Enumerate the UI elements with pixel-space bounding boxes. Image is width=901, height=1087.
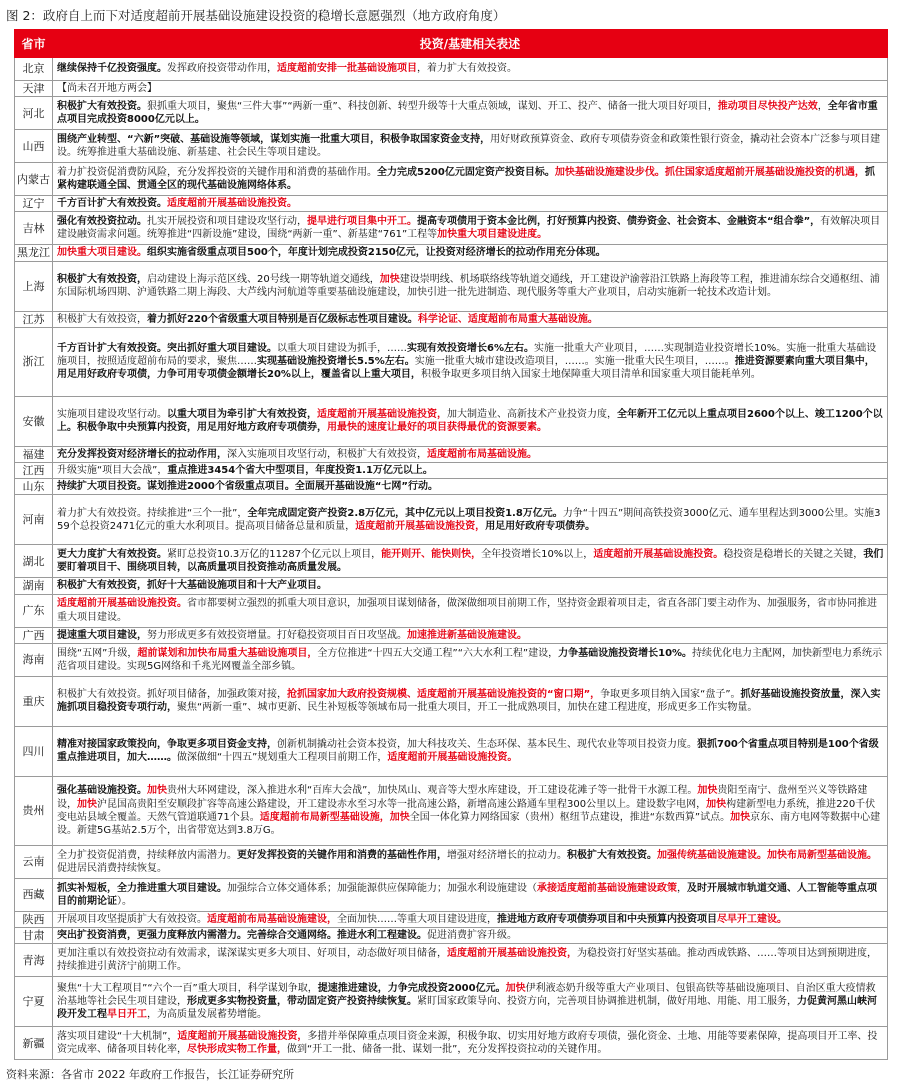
bold-text: 重点推进3454个省大中型项目，年度投资1.1万亿元以上。 <box>167 465 433 477</box>
statement-text: 稳投资是稳增长的关键之关键， <box>723 549 864 561</box>
highlight-red-text: 适度超前布局基础设施。 <box>427 448 537 460</box>
source-note: 资料来源：各省市 2022 年政府工作报告，长江证券研究所 <box>6 1068 294 1081</box>
table-row <box>15 396 888 446</box>
statement-cell <box>53 878 888 911</box>
highlight-red-text: 加快 <box>730 811 751 823</box>
statement-text: 围绕“五网”升级， <box>57 647 138 659</box>
statement-cell <box>53 479 888 495</box>
statement-cell <box>53 311 888 327</box>
table-row <box>15 245 888 261</box>
table-row <box>15 676 888 726</box>
statement-text: 以重大项目建设为抓手，…… <box>277 343 407 354</box>
table-row <box>15 911 888 927</box>
bold-text: 着力抓好220个省级重大项目特别是百亿级标志性项目建设。 <box>147 313 418 325</box>
table-row <box>15 578 888 594</box>
statement-text: 用好财政预算资金、政府专项债券资金和政策性银行资金，撬动社会资本广泛参与项目建设。统筹推进重大基础设施、新基建、社会民生等项目建设。 <box>57 134 881 159</box>
statement-text: 有效解决项目建设融资需求问题。统筹推进“四新设施”建设，围绕“两新一重”、新基建“761”工程等 <box>57 216 881 241</box>
table-row <box>15 463 888 479</box>
statement-cell <box>53 327 888 396</box>
statement-cell <box>53 627 888 643</box>
province-cell: 广西 <box>15 627 53 643</box>
province-cell: 青海 <box>15 944 53 977</box>
statement-cell <box>53 261 888 311</box>
statement-text: 实施项目建设攻坚行动。 <box>57 409 167 421</box>
statement-cell <box>53 545 888 578</box>
statement-text: ， <box>817 101 828 112</box>
highlight-red-text: 用最快的速度让最好的项目获得最优的资源要素。 <box>327 422 547 434</box>
statement-text: ）。 <box>117 895 132 907</box>
highlight-red-text: 适度超前开展基础设施投资， <box>317 409 447 421</box>
province-cell: 浙江 <box>15 327 53 396</box>
statement-text: 做到“开工一批、储备一批、谋划一批”，充分发挥投资拉动的关键作用。 <box>287 1044 608 1056</box>
statement-text: 做深做细“十四五”规划重大工程项目前期工作， <box>177 752 388 764</box>
province-cell: 重庆 <box>15 676 53 726</box>
statement-text: 着力扩投资促消费防风险，充分发挥投资的关键作用和消费的基础作用。 <box>57 167 377 178</box>
highlight-red-text: 适度超前开展基础设施投资。 <box>167 198 297 210</box>
statement-text: 更加注重以有效投资拉动有效需求，谋深谋实更多大项目、好项目，动态做好项目储备， <box>57 948 447 960</box>
highlight-red-text: 能开则开、能快则快， <box>381 549 482 561</box>
statement-text: 全力扩投资促消费，持续释放内需潜力。 <box>57 849 237 861</box>
header-province: 省市 <box>15 30 53 58</box>
province-cell: 江西 <box>15 463 53 479</box>
statement-text: 实施一批重大产业项目，……实现制造业投资增长10%。实施一批重大基础设施项目，按照适度超前布局的要求，聚焦…… <box>57 343 877 368</box>
statement-text: 扎实开展投资和项目建设攻坚行动， <box>147 216 307 228</box>
bold-text: 我们要盯着项目干、围绕项目转，以高质量项目投资推动高质量发展。 <box>57 549 884 574</box>
province-cell: 福建 <box>15 446 53 462</box>
bold-text: 用足用好政府专项债券。 <box>485 520 596 532</box>
statement-cell <box>53 676 888 726</box>
statement-text: 全方位推进“十四五大交通工程”“六大水利工程”建设， <box>317 647 559 659</box>
bold-text: 充分发挥投资对经济增长的拉动作用， <box>57 448 227 460</box>
bold-text: 突出扩投资消费，更强力度释放内需潜力。完善综合交通网络。推进水利工程建设。 <box>57 930 427 942</box>
bold-text: 千方百计扩大有效投资。 <box>57 198 167 210</box>
bold-text: 推进地方政府专项债券项目和中央预算内投资项目 <box>497 913 717 925</box>
province-cell: 海南 <box>15 643 53 676</box>
highlight-red-text: 适度超前开展基础设施投资， <box>177 1031 308 1043</box>
highlight-red-text: 抢抓国家加大政府投资规模、适度超前开展基础设施投资的“窗口期”， <box>287 689 601 701</box>
highlight-red-text: 加速推进新基础设施建设。 <box>407 629 527 641</box>
province-cell: 内蒙古 <box>15 163 53 196</box>
statement-text: 全国一体化算力网络国家（贵州）枢纽节点建设，推进“东数西算”试点。 <box>409 811 731 823</box>
statement-text: 力争“十四五”期间高铁投资3000亿元、通车里程达到3000公里。实施359个总投资2471亿元的重大水利项目。提高项目储备总量和质量， <box>57 507 881 532</box>
highlight-red-text: 加快 <box>77 798 97 810</box>
statement-text: 持续优化电力主配网，加快新型电力系统示范省项目建设。实现5G网络和千兆光网覆盖全部乡镇。 <box>57 647 883 672</box>
province-cell: 湖南 <box>15 578 53 594</box>
highlight-red-text: 推动项目尽快投产达效 <box>717 101 818 112</box>
province-cell: 贵州 <box>15 776 53 845</box>
table-row <box>15 130 888 163</box>
province-cell: 北京 <box>15 58 53 81</box>
bold-text: 全年新开工亿元以上重点项目2600个以上、竣工1200个以上。积极争取中央预算内投资，用足用好地方政府专项债券， <box>57 409 883 434</box>
statement-cell <box>53 594 888 627</box>
table-body <box>15 58 888 1060</box>
statement-text: 省市都要树立强烈的抓重大项目意识，加强项目谋划储备，做深做细项目前期工作，坚持资金跟着项目走，省直各部门要主动作为、加强服务，省市协同推进重大项目建设。 <box>57 598 877 623</box>
table-row <box>15 643 888 676</box>
highlight-red-text: 适度超前开展基础设施投资。 <box>593 549 724 561</box>
bold-text: 更好发挥投资的关键作用和消费的基础性作用， <box>237 849 447 861</box>
province-cell: 吉林 <box>15 212 53 245</box>
bold-text: 抓实补短板，全力推进重大项目建设。 <box>57 882 227 894</box>
highlight-red-text: 适度超前开展基础设施投资， <box>447 948 577 960</box>
statement-cell <box>53 643 888 676</box>
header-statement: 投资/基建相关表述 <box>53 30 888 58</box>
statement-cell <box>53 495 888 545</box>
table-row <box>15 545 888 578</box>
province-cell: 上海 <box>15 261 53 311</box>
province-cell: 湖北 <box>15 545 53 578</box>
highlight-red-text: 科学论证、适度超前布局重大基础设施。 <box>417 313 598 325</box>
table-row <box>15 196 888 212</box>
bold-text: 力争基础设施投资增长10%。 <box>558 647 693 659</box>
province-cell: 江苏 <box>15 311 53 327</box>
statement-text: 聚焦“两新一重”、城市更新、民生补短板等领域布局一批重大项目，开工一批成熟项目，加快在建工程进度，形成更多工作实物量。 <box>177 702 758 714</box>
highlight-red-text: 加快重大项目建设进度。 <box>437 229 548 241</box>
statement-cell <box>53 977 888 1027</box>
statement-text: 全年投资增长10%以上， <box>481 549 594 561</box>
bold-text: 积极扩大有效投资。 <box>57 101 147 112</box>
bold-text: 继续保持千亿投资强度。 <box>57 63 167 75</box>
province-cell: 黑龙江 <box>15 245 53 261</box>
investment-table-container <box>14 29 888 1060</box>
statement-text: 落实项目建设“十大机制”， <box>57 1031 178 1043</box>
highlight-red-text: 尽早开工建设。 <box>717 913 787 925</box>
province-cell: 山西 <box>15 130 53 163</box>
statement-cell <box>53 944 888 977</box>
statement-text: 紧盯总投资10.3万亿的11287个亿元以上项目， <box>167 549 382 561</box>
province-cell: 甘肃 <box>15 928 53 944</box>
statement-text: 贵阳至南宁、盘州至兴义等铁路建设， <box>57 785 868 810</box>
statement-cell <box>53 245 888 261</box>
statement-text: 着力扩大有效投资。持续推进“三个一批”， <box>57 507 248 519</box>
highlight-red-text: 加快基础设施建设步伐。抓住国家适度超前开展基础设施投资的机遇， <box>554 167 865 178</box>
bold-text: 以重大项目为牵引扩大有效投资， <box>167 409 317 421</box>
bold-text: 更大力度扩大有效投资。 <box>57 549 167 561</box>
statement-cell <box>53 776 888 845</box>
table-row <box>15 311 888 327</box>
statement-text: 聚焦“十大工程项目”“六个一百”重大项目，科学谋划争取， <box>57 982 318 994</box>
highlight-red-text: 加快重大项目建设。 <box>57 247 147 259</box>
statement-cell <box>53 81 888 97</box>
statement-text: 促进居民消费持续恢复。 <box>57 862 167 874</box>
statement-cell <box>53 911 888 927</box>
statement-text: 实施一批重大城市建设改造项目，……。实施一批重大民生项目，……。 <box>414 356 735 368</box>
statement-text: 为稳投资打好坚实基础。推动西成铁路、……等项目达到预期进度，持续推进引黄济宁前期工作。 <box>57 948 877 973</box>
table-row <box>15 977 888 1027</box>
highlight-red-text: 加快 <box>147 785 167 797</box>
statement-cell <box>53 196 888 212</box>
bold-text: 精准对接国家政策投向，争取更多项目资金支持， <box>57 739 277 751</box>
statement-cell <box>53 396 888 446</box>
statement-text: 促进消费扩容升级。 <box>427 930 517 942</box>
province-cell: 云南 <box>15 845 53 878</box>
highlight-red-text: 尽快形成实物工作量， <box>187 1044 287 1056</box>
table-header-row <box>15 30 888 58</box>
highlight-red-text: 加快 <box>389 811 410 823</box>
statement-text: 多措并举保障重点项目资金来源，积极争取、切实用好地方政府专项债，强化资金、土地、用能等要素保障，提高项目开工率、投资完成率、储备项目转化率， <box>57 1031 878 1056</box>
bold-text: 力促黄河黑山峡河段开发工程 <box>57 996 877 1021</box>
province-cell: 河南 <box>15 495 53 545</box>
statement-cell <box>53 130 888 163</box>
bold-text: 形成更多实物投资量，带动固定资产投资持续恢复。 <box>187 996 417 1008</box>
table-row <box>15 495 888 545</box>
investment-table <box>14 29 888 1060</box>
bold-text: 及时开展城市轨道交通、人工智能等重点项目的前期论证 <box>57 882 877 907</box>
statement-text: 增强对经济增长的拉动力。 <box>447 849 567 861</box>
table-row <box>15 212 888 245</box>
bold-text: 积极扩大有效投资，抓好十大基础设施项目和十大产业项目。 <box>57 580 327 592</box>
table-row <box>15 627 888 643</box>
bold-text: 实现有效投资增长6%左右。 <box>407 343 534 354</box>
highlight-red-text: 加强传统基础设施建设。加快布局新型基础设施。 <box>657 849 877 861</box>
statement-text: 紧盯国家政策导向、投资方向，完善项目协调推进机制，做好用地、用能、用工服务， <box>417 996 797 1008</box>
highlight-red-text: 承接适度超前基础设施建设政策 <box>537 882 677 894</box>
statement-text: 【尚未召开地方两会】 <box>57 83 157 94</box>
bold-text: 强化基础设施投资。 <box>57 785 147 797</box>
province-cell: 山东 <box>15 479 53 495</box>
province-cell: 安徽 <box>15 396 53 446</box>
bold-text: 积极扩大有效投资， <box>57 273 147 285</box>
province-cell: 河北 <box>15 97 53 130</box>
highlight-red-text: 适度超前开展基础设施投资。 <box>57 598 187 610</box>
highlight-red-text: 适度超前开展基础设施投资。 <box>387 752 518 764</box>
highlight-red-text: 加快 <box>706 798 727 810</box>
bold-text: 围绕产业转型、“六新”突破、基础设施等领域，谋划实施一批重大项目，积极争取国家资金支持， <box>57 134 491 145</box>
statement-cell <box>53 928 888 944</box>
province-cell: 四川 <box>15 726 53 776</box>
statement-cell <box>53 845 888 878</box>
statement-text: 建设崇明线、机场联络线等轨道交通线，开工建设沪渝蓉沿江铁路上海段等工程，推进浦东综合交通枢纽、浦东国际机场四期、沪通铁路二期上海段、大芦线内河航道等重要基础设施建设，加快引进一批先进制造、现代服务等重大产业项目，启动实施新一轮技术改造计划。 <box>57 273 880 299</box>
statement-cell <box>53 446 888 462</box>
statement-text: 深入实施项目攻坚行动，积极扩大有效投资， <box>227 448 427 460</box>
statement-text: 加强综合立体交通体系；加强能源供应保障能力；加强水利设施建设（ <box>227 882 537 894</box>
highlight-red-text: 加快 <box>379 273 400 285</box>
bold-text: 狠抓700个省重点项目特别是100个省级重点推进项目，加大……。 <box>57 739 879 764</box>
highlight-red-text: 适度超前布局新型基础设施， <box>259 811 390 823</box>
statement-text: 创新机制撬动社会资本投资，加大科技攻关、生态环保、基本民生、现代农业等项目投资力度。 <box>277 739 697 751</box>
statement-text: 开展项目攻坚提质扩大有效投资。 <box>57 913 207 925</box>
statement-text: 伊利液态奶升级等重大产业项目、包银高铁等基础设施项目、自治区重大疫情救治基地等社会民生项目建设， <box>57 982 876 1008</box>
statement-text: 启动建设上海示范区线、20号线一期等轨道交通线， <box>147 273 380 285</box>
table-row <box>15 97 888 130</box>
table-row <box>15 163 888 196</box>
statement-cell <box>53 1027 888 1060</box>
highlight-red-text: 超前谋划和加快布局重大基础设施项目， <box>137 647 318 659</box>
highlight-red-text: 适度超前安排一批基础设施项目 <box>277 63 417 75</box>
bold-text: 持续扩大项目投资。谋划推进2000个省级重点项目。全面展开基础设施“七网”行动。 <box>57 481 438 493</box>
statement-text: 全面加快……等重大项目建设进度， <box>337 913 497 925</box>
province-cell: 西藏 <box>15 878 53 911</box>
table-row <box>15 261 888 311</box>
statement-text: 京东、南方电网等数据中心建设。新建5G基站2.5万个，出省带宽达到3.8万G。 <box>57 811 881 837</box>
table-row <box>15 928 888 944</box>
statement-text: 发挥政府投资带动作用， <box>167 63 277 75</box>
highlight-red-text: 适度超前布局基础设施建设， <box>207 913 337 925</box>
statement-text: 贵州大环网建设，深入推进水利“百库大会战”，加快凤山、观音等大型水库建设，开工建设花滩子等一批骨干水源工程。 <box>167 785 698 797</box>
table-row <box>15 479 888 495</box>
statement-text: 沪昆国高贵阳至安顺段扩容等高速公路建设，开工建设赤水至习水等一批高速公路，新增高速公路通车里程300公里以上。建设数字电网， <box>97 798 707 810</box>
statement-cell <box>53 578 888 594</box>
table-row <box>15 81 888 97</box>
highlight-red-text: 加快 <box>697 785 718 797</box>
statement-text: 升级实施“项目大会战”， <box>57 465 168 477</box>
statement-cell <box>53 463 888 479</box>
statement-cell <box>53 726 888 776</box>
bold-text: 全力完成5200亿元固定资产投资目标。 <box>377 167 555 178</box>
table-row <box>15 944 888 977</box>
bold-text: 提高专项债用于资本金比例，打好预算内投资、债券资金、社会资本、金融资本“组合拳”， <box>417 216 821 228</box>
highlight-red-text: 早日开工 <box>107 1009 147 1021</box>
highlight-red-text: 适度超前开展基础设施投资， <box>355 520 486 532</box>
table-row <box>15 1027 888 1060</box>
bold-text: 千方百计扩大有效投资。突出抓好重大项目建设。 <box>57 343 277 354</box>
bold-text: 提速推进建设，力争完成投资2000亿元。 <box>317 982 506 994</box>
statement-cell <box>53 58 888 81</box>
table-row <box>15 878 888 911</box>
table-row <box>15 58 888 81</box>
table-row <box>15 776 888 845</box>
bold-text: 推进资源要素向重大项目集中，用足用好政府专项债，力争可用专项债金额增长20%以上，覆盖省以上重大项目， <box>57 356 875 381</box>
statement-text: 努力形成更多有效投资增量。打好稳投资项目百日攻坚战。 <box>147 629 407 641</box>
bold-text: 抓好基础设施投资放量，深入实施抓项目稳投资专项行动， <box>57 689 881 714</box>
bold-text: 全年省市重点项目完成投资8000亿元以上。 <box>57 101 878 126</box>
statement-text: ，着力扩大有效投资。 <box>417 63 517 75</box>
table-row <box>15 726 888 776</box>
bold-text: 强化有效投资拉动。 <box>57 216 147 228</box>
table-row <box>15 594 888 627</box>
bold-text: 提速重大项目建设， <box>57 629 147 641</box>
statement-text: 争取更多项目纳入国家“盘子”。 <box>600 689 741 701</box>
statement-text: 积极争取更多项目纳入国家土地保障重大项目清单和国家重大项目能耗单列。 <box>420 369 761 381</box>
statement-text: ， <box>677 882 687 894</box>
bold-text: 组织实施省级重点项目500个，年度计划完成投资2150亿元，让投资对经济增长的拉动作用充分体现。 <box>147 247 606 259</box>
province-cell: 广东 <box>15 594 53 627</box>
province-cell: 新疆 <box>15 1027 53 1060</box>
statement-text: 积极扩大有效投资。抓好项目储备，加强政策对接， <box>57 689 287 701</box>
highlight-red-text: 提早进行项目集中开工。 <box>307 216 417 228</box>
statement-cell <box>53 163 888 196</box>
statement-cell <box>53 212 888 245</box>
province-cell: 天津 <box>15 81 53 97</box>
statement-cell <box>53 97 888 130</box>
statement-text: 构建新型电力系统，推进220千伏变电站县域全覆盖。天然气管道联通71个县。 <box>57 798 876 823</box>
table-row <box>15 446 888 462</box>
bold-text: 实现基础设施投资增长5.5%左右。 <box>257 356 415 368</box>
statement-text: 狠抓重大项目，聚焦“三件大事”“两新一重”、科技创新、转型升级等十大重点领域，谋划、开工、投产、储备一批大项目好项目， <box>147 101 718 112</box>
bold-text: 积极扩大有效投资。 <box>567 849 657 861</box>
province-cell: 陕西 <box>15 911 53 927</box>
province-cell: 辽宁 <box>15 196 53 212</box>
table-row <box>15 327 888 396</box>
figure-caption: 图 2：政府自上而下对适度超前开展基础设施建设投资的稳增长意愿强烈（地方政府角度） <box>6 8 506 23</box>
statement-text: 加大制造业、高新技术产业投资力度， <box>447 409 617 421</box>
province-cell: 宁夏 <box>15 977 53 1027</box>
statement-text: 积极扩大有效投资， <box>57 313 147 325</box>
highlight-red-text: 加快 <box>505 982 526 994</box>
table-row <box>15 845 888 878</box>
bold-text: 抓紧构建联通全国、贯通全区的现代基础设施网络体系。 <box>57 167 875 192</box>
statement-text: ，为高质量发展蓄势增能。 <box>147 1009 267 1021</box>
bold-text: 全年完成固定资产投资2.8万亿元，其中亿元以上项目投资1.8万亿元。 <box>247 507 563 519</box>
